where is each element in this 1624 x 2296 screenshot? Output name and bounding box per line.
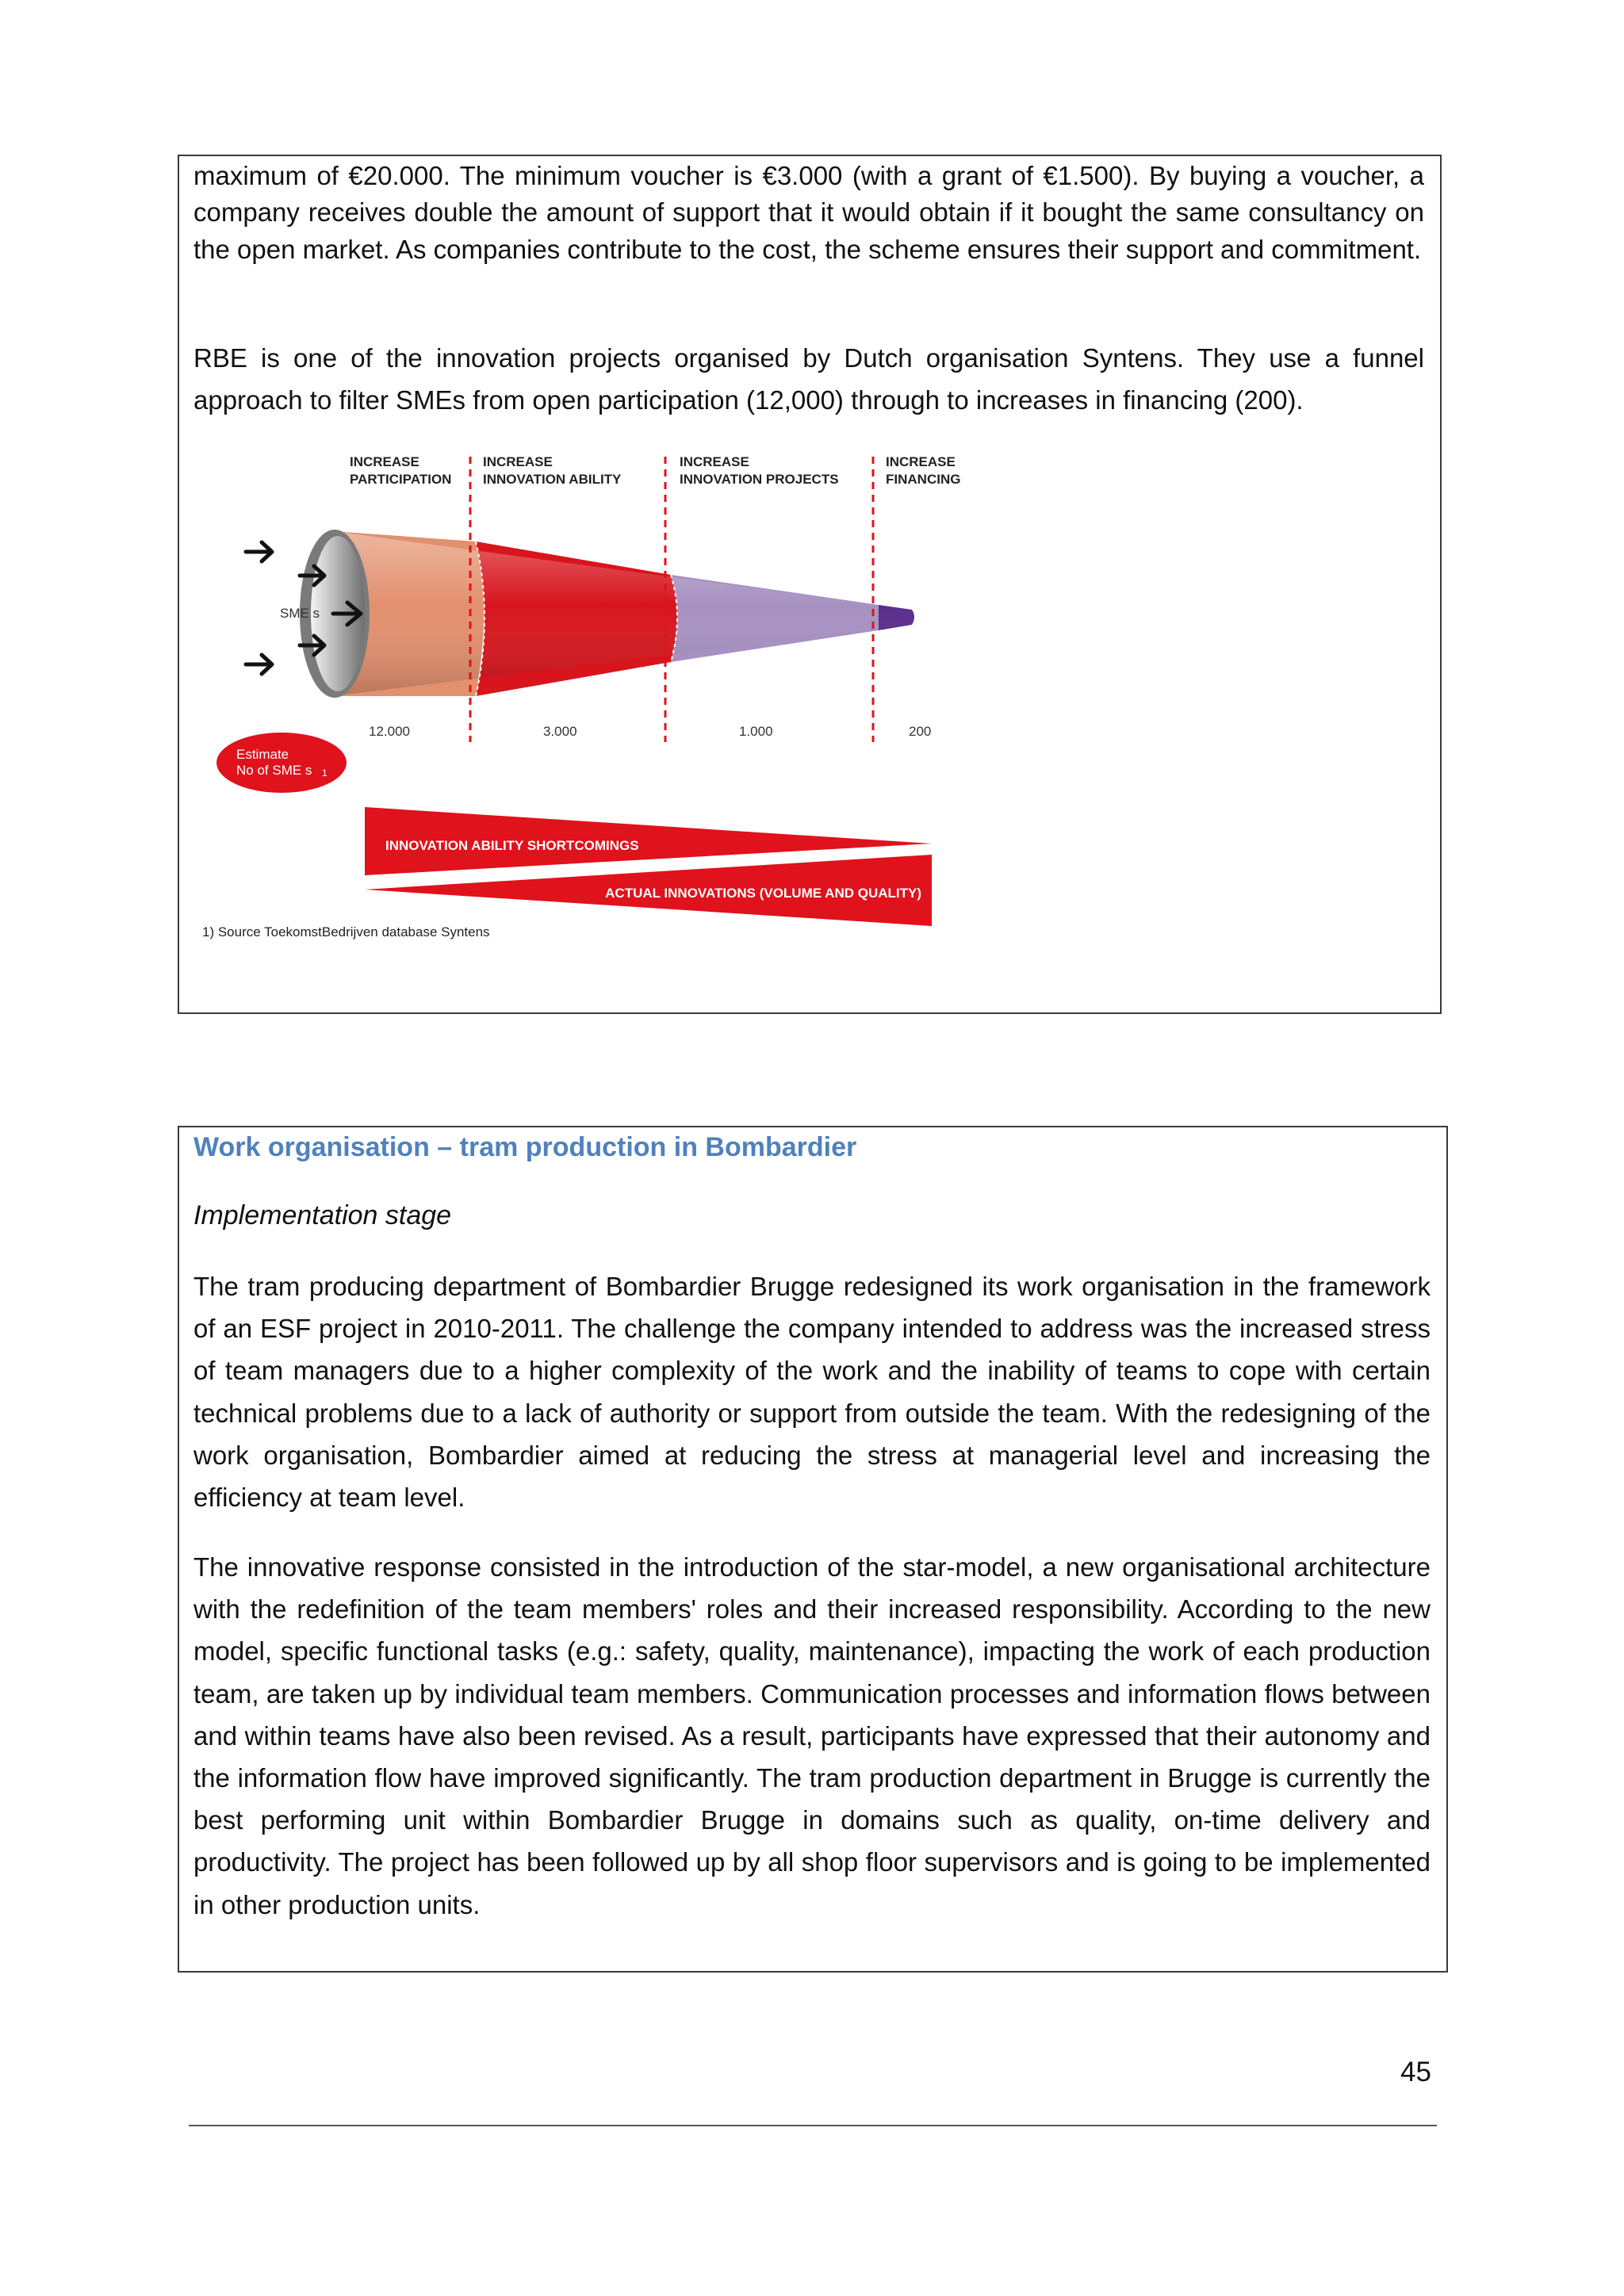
- stage-count-innovation-ability: 3.000: [543, 724, 577, 739]
- footer-divider: [189, 2125, 1437, 2126]
- arrow-right-icon: [246, 655, 272, 674]
- svg-text:INNOVATION ABILITY: INNOVATION ABILITY: [483, 472, 622, 487]
- stage-header-innovation-ability: [483, 454, 622, 487]
- stage-count-financing: 200: [909, 724, 932, 739]
- case-title: Work organisation – tram production in Bombardier: [193, 1132, 857, 1162]
- band-label-shortcomings: INNOVATION ABILITY SHORTCOMINGS: [385, 838, 639, 853]
- case-subtitle: Implementation stage: [193, 1200, 452, 1230]
- estimate-label-line2: No of SME s: [236, 763, 312, 778]
- svg-text:INCREASE: INCREASE: [483, 454, 553, 469]
- svg-text:INNOVATION PROJECTS: INNOVATION PROJECTS: [680, 472, 839, 487]
- band-label-actual-innovations: ACTUAL INNOVATIONS (VOLUME AND QUALITY): [605, 886, 921, 901]
- svg-text:INCREASE: INCREASE: [886, 454, 956, 469]
- stage-header-participation: [350, 454, 451, 487]
- funnel-intro-paragraph: RBE is one of the innovation projects organised by Dutch organisation Syntens. They use a funnel approach to filter SMEs from open participation (12,000) through to increases in financing (200).: [193, 343, 1424, 415]
- stage-header-financing: [886, 454, 960, 487]
- response-paragraph: The innovative response consisted in the introduction of the star-model, a new organisational architecture with the redefinition of the team members' roles and their increased responsibility. According to the new model, specific functional tasks (e.g.: safety, quality, maintenance), impacting the work of each production team, are taken up by individual team members. Communication processes and information flows between and within teams have also been revised. As a result, participants have expressed that their autonomy and the information flow have improved significantly. The tram production department in Brugge is currently the best performing unit within Bombardier Brugge in domains such as quality, on-time delivery and productivity. The project has been followed up by all shop floor supervisors and is going to be implemented in other production units.: [193, 1552, 1431, 1919]
- svg-text:INCREASE: INCREASE: [680, 454, 749, 469]
- stage-count-participation: 12.000: [369, 724, 410, 739]
- smes-label: SME s: [280, 606, 320, 621]
- arrow-right-icon: [246, 542, 272, 561]
- stage-count-innovation-projects: 1.000: [739, 724, 773, 739]
- estimate-footnote-marker: 1: [322, 767, 327, 779]
- source-note: 1) Source ToekomstBedrijven database Syntens: [202, 924, 490, 939]
- svg-text:INCREASE: INCREASE: [350, 454, 419, 469]
- estimate-label-line1: Estimate: [236, 747, 289, 762]
- stage-header-innovation-projects: [680, 454, 839, 487]
- bombardier-case-box: [178, 1126, 1448, 1973]
- funnel-shading: [333, 531, 914, 696]
- challenge-paragraph: The tram producing department of Bombardier Brugge redesigned its work organisation in the framework of an ESF project in 2010-2011. The challenge the company intended to address was the increased stress of team managers due to a higher complexity of the work and the inability of teams to cope with certain technical problems due to a lack of authority or support from outside the team. With the redesigning of the work organisation, Bombardier aimed at reducing the stress at managerial level and increasing the efficiency at team level.: [193, 1272, 1431, 1513]
- svg-text:FINANCING: FINANCING: [886, 472, 961, 487]
- page-number: 45: [1400, 2057, 1431, 2087]
- voucher-paragraph: maximum of €20.000. The minimum voucher is €3.000 (with a grant of €1.500). By buying a voucher, a company receives double the amount of support that it would obtain if it bought the same consultancy on the open market. As companies contribute to the cost, the scheme ensures their support and commitment.: [193, 161, 1424, 264]
- funnel-diagram: [182, 434, 975, 950]
- svg-text:PARTICIPATION: PARTICIPATION: [350, 472, 452, 487]
